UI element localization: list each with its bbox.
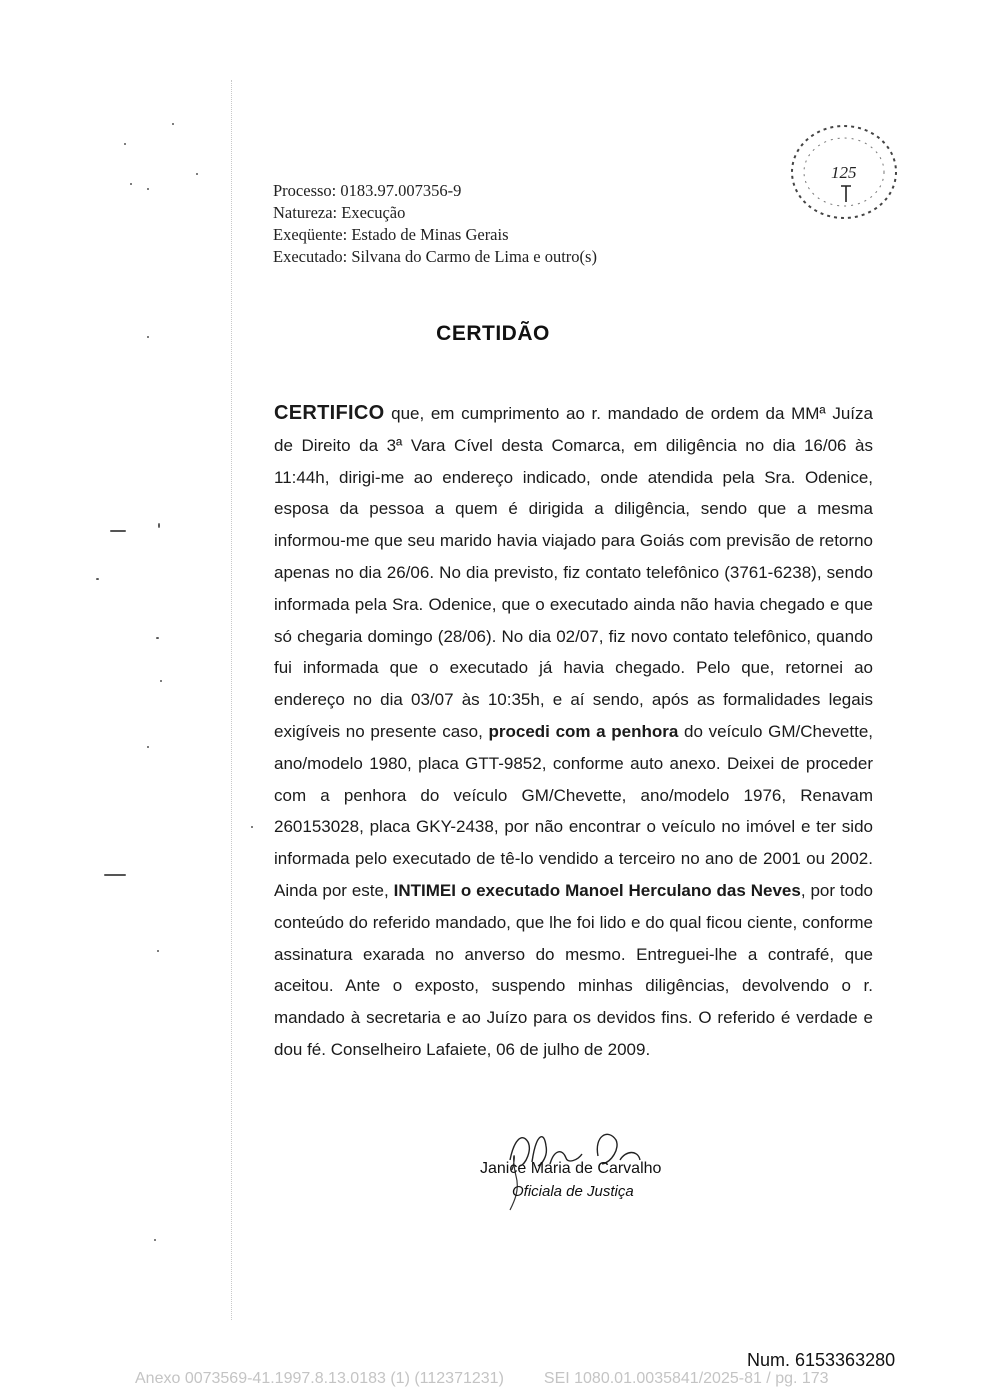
- signer-role: Oficiala de Justiça: [512, 1183, 634, 1200]
- body-part-1: que, em cumprimento ao r. mandado de ordem da MMª Juíza de Direito da 3ª Vara Cível desta Comarca, em diligência no dia 16/06 às 11:44h, dirigi-me ao endereço indicado, onde atendida pela Sra. Odenice, esposa da pessoa a quem é dirigida a diligência, sendo que a mesma informou-me que seu marido havia viajado para Goiás com previsão de retorno apenas no dia 26/06. No dia previsto, fiz contato telefônico (3761-6238), sendo informada pela Sra. Odenice, que o executado ainda não havia chegado e que só chegaria domingo (28/06). No dia 02/07, fiz novo contato telefônico, quando fui informada que o executado já havia chegado. Pelo que, retornei ao endereço no dia 03/07 às 10:35h, e aí sendo, após as formalidades legais exigíveis no presente caso,: [274, 404, 873, 741]
- processo-line: Processo: 0183.97.007356-9: [273, 181, 462, 200]
- document-title: CERTIDÃO: [436, 322, 550, 345]
- natureza-line: Natureza: Execução: [273, 203, 406, 222]
- document-number: Num. 6153363280: [747, 1350, 896, 1370]
- margin-line: [231, 80, 232, 1320]
- certificate-body: [274, 398, 873, 1066]
- scan-speck: [147, 746, 149, 748]
- scan-speck: [104, 874, 126, 876]
- scan-speck: [196, 173, 198, 175]
- scan-speck: [96, 578, 99, 580]
- exequente-line: Exeqüente: Estado de Minas Gerais: [273, 225, 509, 244]
- svg-text:125: 125: [831, 163, 857, 182]
- signer-name: Janice Maria de Carvalho: [480, 1160, 662, 1177]
- footer-anexo: Anexo 0073569-41.1997.8.13.0183 (1) (112371231): [135, 1370, 504, 1387]
- executado-line: Executado: Silvana do Carmo de Lima e outro(s): [273, 247, 597, 266]
- body-lead: CERTIFICO: [274, 402, 385, 424]
- body-bold-2: INTIMEI o executado Manoel Herculano das Neves: [393, 880, 801, 900]
- scan-speck: [130, 183, 132, 185]
- scan-speck: [251, 826, 253, 828]
- scan-speck: [124, 143, 126, 145]
- body-part-2: do veículo GM/Chevette, ano/modelo 1980, placa GTT-9852, conforme auto anexo. Deixei de proceder com a penhora do veículo GM/Chevette, ano/modelo 1976, Renavam 260153028, placa GKY-2438, por não encontrar o veículo no imóvel e ter sido informada pelo executado de tê-lo vendido a terceiro no ano de 2001 ou 2002. Ainda por este,: [274, 721, 873, 900]
- footer-watermark: [135, 1370, 869, 1388]
- scan-speck: [147, 336, 149, 338]
- process-header: [273, 180, 597, 268]
- court-stamp-icon: [785, 118, 903, 226]
- scan-speck: [160, 680, 162, 682]
- footer-sei: SEI 1080.01.0035841/2025-81 / pg. 173: [543, 1370, 829, 1387]
- scan-speck: [110, 530, 126, 532]
- body-part-3: , por todo conteúdo do referido mandado, que lhe foi lido e do qual ficou ciente, conforme assinatura exarada no anverso do mesmo. Entreguei-lhe a contrafé, que aceitou. Ante o exposto, suspendo minhas diligências, devolvendo o r. mandado à secretaria e ao Juízo para os devidos fins. O referido é verdade e dou fé. Conselheiro Lafaiete, 06 de julho de 2009.: [274, 880, 874, 1059]
- scan-speck: [147, 188, 149, 190]
- scan-speck: [172, 123, 174, 125]
- scan-speck: [157, 950, 159, 952]
- scan-speck: [154, 1239, 156, 1241]
- body-bold-1: procedi com a penhora: [488, 721, 679, 741]
- scan-speck: [158, 523, 160, 528]
- scan-speck: [156, 637, 159, 639]
